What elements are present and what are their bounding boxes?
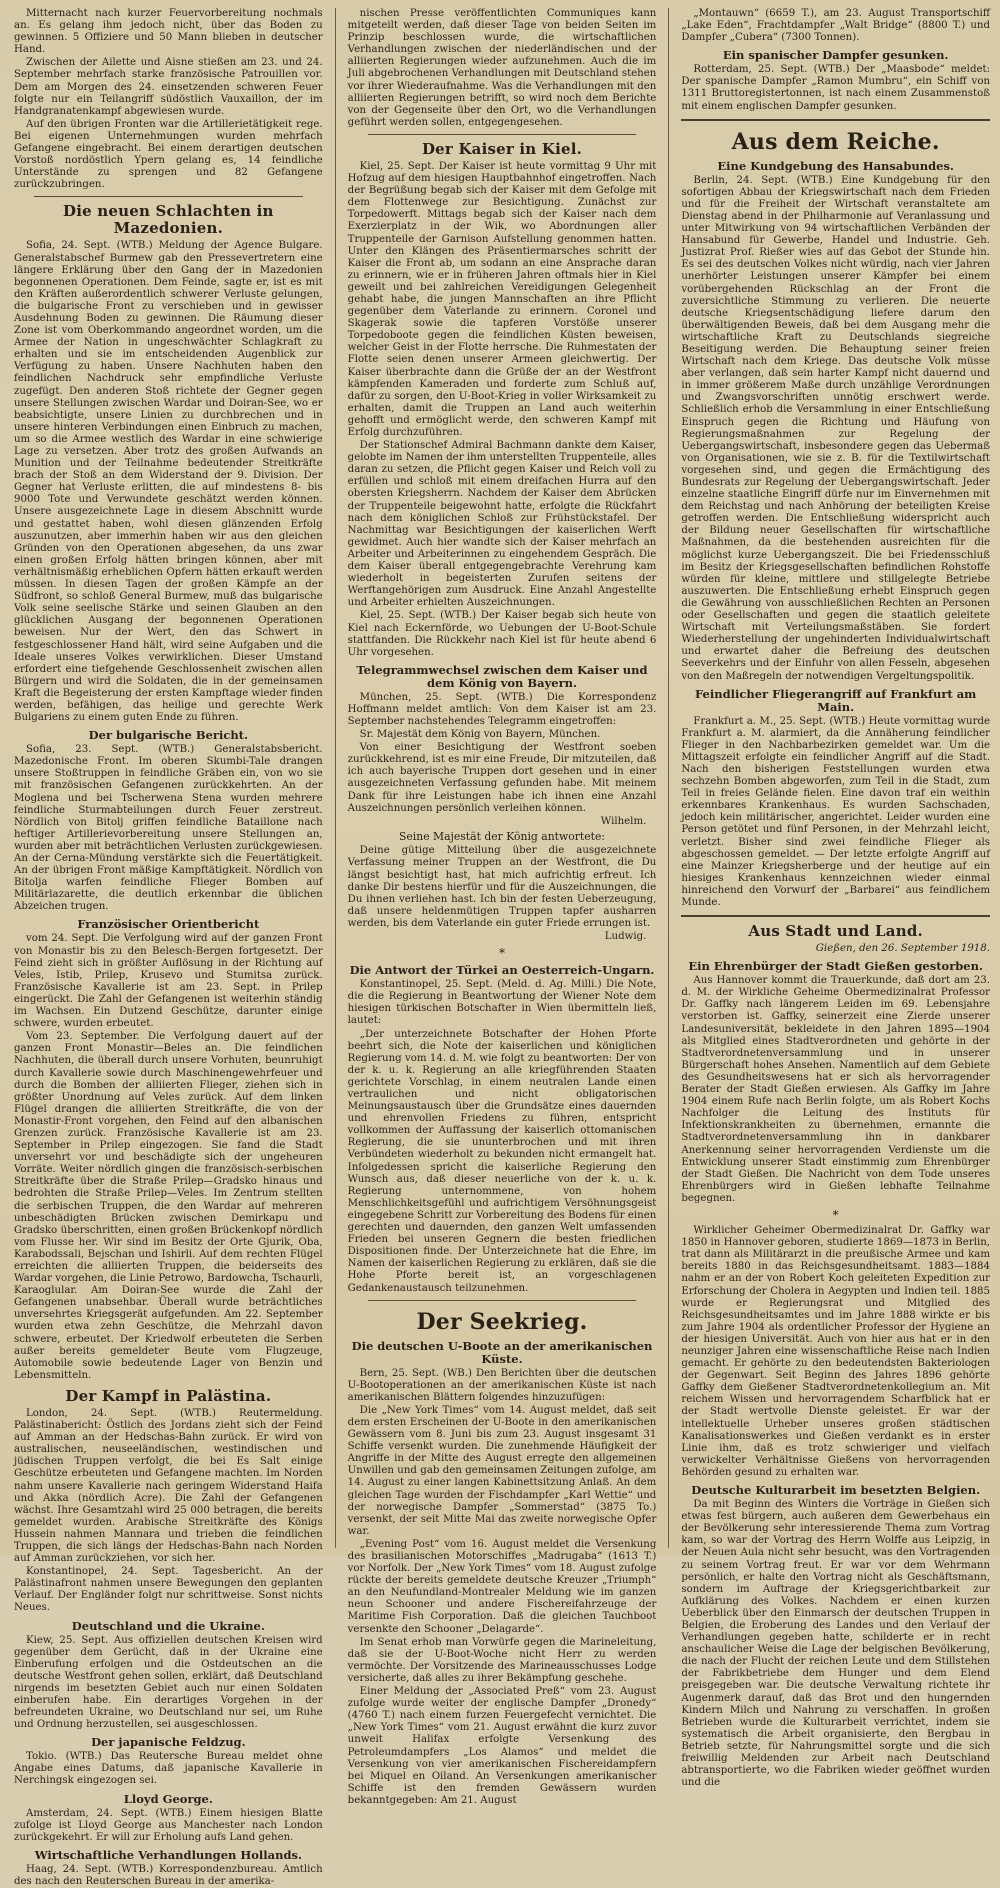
paragraph: Vom 23. September. Die Verfolgung dauert auf der ganzen Front Monastir—Beles an. Die feindlichen Nachhuten, die überall durch unsere Vorhuten, beunruhigt durch Kavallerie sowie durch Maschinengewehrfeuer und durch die Bomben der alliierten Flieger, ziehen sich in größter Unordnung auf Veles zurück. Auf dem linken Flügel drangen die alliierten Streitkräfte, die von der Monastir-Front vorgehen, den Feind auf den albanischen Grenzen zurück. Französische Kavallerie ist am 23. September in Prilep eingezogen. Sie fand die Stadt unversehrt vor und beschädigte sich der ungeheuren Vorräte. Weiter nördlich gingen die französisch-serbischen Streitkräfte über die Straße Prilep—Gradsko hinaus und bedrohten die Straße Prilep—Veles. Im Zentrum stellten die serbischen Truppen, die den Wardar auf mehreren unbeschädigten Brücken zwischen Demirkapu und Gradsko überschritten, einen großen Brückenkopf nördlich vom Flusse her. Wir sind im Besitz der Orte Gjurik, Oba, Karabodssali, Bejschan und Ishirli. Auf dem rechten Flügel erreichten die alliierten Truppen, die beiderseits des Wardar vorgehen, die Linie Petrowo, Bardowcha, Tschaurli, Karaoglular. Am Doiran-See wurde die Zahl der Gefangenen unabsehbar. Überall wurde beträchtliches unversehrtes Kriegsgerät aufgefunden. Am 22. September wurden etwa zehn Geschütze, die Mehrzahl davon schwere, erbeutet. Der Kriedwolf erbeuteten die Serben außer bereits gemeldeter Beute vom Flugzeuge, Automobile sowie bedeutende Lager von Benzin und Lebensmitteln. [14,1031,323,1381]
paragraph: Sofia, 24. Sept. (WTB.) Meldung der Agence Bulgare. Generalstabschef Burmew gab den Pressevertretern eine längere Erklärung über den Gang der in Mazedonien begonnenen Operationen. Dem Feinde, sagte er, ist es mit den Kräften außerordentlich schwerer Verluste gelungen, die bulgarische Front zu verschieben und in gewisser Ausdehnung Boden zu gewinnen. Die Räumung dieser Zone ist vom Oberkommando angeordnet worden, um die Armee der Nation in ungeschwächter Schlagkraft zu erhalten und sie im entscheidenden Augenblick zur Verfügung zu haben. Unsere Nachhuten haben den feindlichen Nachdruck sehr empfindliche Verluste zugefügt. Den anderen Stoß richtete der Gegner gegen unsere Stellungen zwischen Wardar und Doiran-See, wo er beabsichtigte, unsere Linien zu durchbrechen und in unsere hinteren Verbindungen einen Einbruch zu machen, um so die Armee westlich des Wardar in eine schwierige Lage zu versetzen. Aber trotz des großen Aufwands an Munition und der Teilnahme bedeutender Streitkräfte brach der Stoß an dem Widerstand der 9. Division. Der Gegner hat Verluste erlitten, die auf mindestens 8- bis 9000 Tote und Verwundete geschätzt werden können. Unsere ausgezeichnete Lage in diesem Abschnitt wurde und gestattet haben, wohl diesen glänzenden Erfolg auszunutzen, aber immerhin haben wir aus den gleichen Gründen von den Operationen abgesehen, da uns zwar einen großen Erfolg hätten bringen können, aber mit verhältnismäßig erheblichen Opfern hätten erkauft werden müssen. In diesen Tagen der großen Kämpfe an der Südfront, so schloß General Burmew, muß das bulgarische Volk seine seelische Stärke und seinen Glauben an den glücklichen Ausgang der begonnenen Operationen beweisen. Nur der Wert, den das Schwert in festgeschlossener Hand hält, wird seine Aufgaben und die Ideale unseres Volkes verwirklichen. Dieser Umstand erfordert eine tiefgehende Geschlossenheit zwischen allen Bürgern und wird die Soldaten, die in der gemeinsamen Kraft die Begeisterung der ersten Kampftage wieder finden werden, befähigen, das heilige und gerechte Werk Bulgariens zu einem guten Ende zu führen. [14,240,323,724]
paragraph: London, 24. Sept. (WTB.) Reutermeldung. Palästinabericht: Östlich des Jordans zieht sich der Feind auf Amman an der Hedschas-Bahn zurück. Er wird von australischen, neuseeländischen, westindischen und jüdischen Truppen verfolgt, die bei Es Salt einige Geschütze erbeuteten und Gefangene machten. Im Norden nahm unsere Kavallerie nach geringem Widerstand Haifa und Akka (nördlich Acre). Die Zahl der Gefangenen wächst. Ihre Gesamtzahl wird 25 000 betragen, die bereits gemeldet wurden. Arabische Streitkräfte des Königs Hussein nahmen Mannara und trieben die feindlichen Truppen, die sich längs der Hedschas-Bahn nach Norden auf Amman zurückziehen, vor sich her. [14,1407,323,1565]
paragraph: Deine gütige Mitteilung über die ausgezeichnete Verfassung meiner Truppen an der Westfront, die Du längst besichtigt hast, hat mich aufrichtig erfreut. Ich danke Dir bestens hierfür und für die Auszeichnungen, die Du ihnen verliehen hast. Ich bin der festen Ueberzeugung, daß unsere heldenmütigen Truppen tapfer ausharren werden, bis dem Vaterlande ein guter Friede errungen ist. [347,845,657,929]
divider [368,134,637,135]
paragraph: nischen Presse veröffentlichten Communiques kann mitgeteilt werden, daß dieser Tage von beiden Seiten im Prinzip beschlossen wurde, die wirtschaftlichen Verhandlungen zwischen der niederländischen und der alliierten Regierungen wieder aufzunehmen. Auch die im Juli abgebrochenen Verhandlungen mit Deutschland stehen vor ihrer Wiederaufnahme. Was die Verhandlungen mit den alliierten Regierungen betrifft, so wird noch dem Berichte von der Gegenseite über den Ort, wo die Verhandlungen geführt werden sollen, entgegengesehen. [347,8,657,128]
paragraph: Im Senat erhob man Vorwürfe gegen die Marineleitung, daß sie der U-Boot-Woche nicht Herr zu werden vermöchte. Der Vorsitzende des Marineausschusses Lodge versicherte, daß alles zu ihrer Bekämpfung geschehe. [347,1636,657,1684]
paragraph: Da mit Beginn des Winters die Vorträge in Gießen sich etwas fest bürgern, auch außeren dem Gewerbehaus ein der Bevölkerung sehr interessierende Thema zum Vortrag kam, so war der Vortrag des Herrn Wolffe aus Leipzig, in der Neuen Aula nicht sehr besucht, was den Vortragenden zu seinem Vortrag freut. Er war vor dem Wehrmann persönlich, er halte den Vortrag nicht als Geschäftsmann, sondern im Auftrage der Kriegsgerichtbarkeit zur Aufklärung des Volkes. Nachdem er einen kurzen Ueberblick über den Einmarsch der deutschen Truppen in Belgien, die Eroberung des Landes und den Verlauf der Verhandlungen gegeben hatte, schilderte er in recht anschaulicher Weise die Lage der belgischen Bevölkerung, die nach der Flucht der reichen Leute und dem Stillstehen der Fabrikbetriebe dem Hunger und dem Elend preisgegeben war. Die deutsche Verwaltung richtete ihr Augenmerk darauf, daß das Brot und den hungernden Kindern Milch und Nahrung zu verschaffen. In großen Betrieben wurde die Kulturarbeit verrichtet, indem sie systematisch die Arbeit organisierte, den Bergbau in Betrieb setzte, für Nahrungsmittel sorgte und die sich freiwillig Meldenden zur Arbeit nach Deutschland abtransportierte, wo die Fabriken wieder geöffnet wurden und die [681,1499,991,1789]
headline-uboote: Die deutschen U-Boote an der amerikanischen Küste. [351,1338,653,1366]
paragraph: Wirklicher Geheimer Obermedizinalrat Dr. Gaffky war 1850 in Hannover geboren, studierte 1869—1873 in Berlin, trat dann als Militärarzt in die preußische Armee und kam bereits 1880 in das Reichsgesundheitsamt. 1883—1884 nahm er an der von Robert Koch geleiteten Expedition zur Erforschung der Cholera in Aegypten und Indien teil. 1885 wurde er Regierungsrat und Mitglied des Reichsgesundheitsamtes und im Jahre 1888 wirkte er bis zum Jahre 1904 als ordentlicher Professor der Hygiene an der hiesigen Universität. Auch von hier aus hat er in den neunziger Jahren eine wissenschaftliche Reise nach Indien gemacht. Er gehörte zu den bedeutendsten Bakteriologen der Gegenwart. Seit Beginn des Jahres 1896 gehörte Gaffky dem Gießener Stadtverordnetenkollegium an. Mit reichem Wissen und hervorragendem Scharfblick hat er der Stadt wertvolle Dienste geleistet. Er war der intellektuelle Urheber unseres großen städtischen Kanalisationswerkes und Gießen verdankt es in erster Linie ihm, daß es trotz schwieriger und vielfach verwickelter Verhältnisse Gießens von hervorragenden Behörden gesund zu erhalten war. [681,1225,991,1478]
paragraph: Einer Meldung der „Associated Preß“ vom 23. August zufolge wurde weiter der englische Dampfer „Dronedy“ (4760 T.) nach einem furzen Feuergefecht vernichtet. Die „New York Times“ vom 21. August erwähnt die kurz zuvor unweit Halifax erfolgte Versenkung des Petroleumdampfers „Los Alamos“ und meldet die Versenkung von vier amerikanischen Fischereidampfern bei Miquel en Oiland. An Versenkungen amerikanischer Schiffe ist den fremden Gewässern wurden bekanntgegeben: Am 21. August [347,1686,657,1806]
star-separator-icon: * [499,946,505,961]
divider [34,196,303,197]
headline-telegramm: Telegrammwechsel zwischen dem Kaiser und dem König von Bayern. [356,662,648,690]
divider [681,119,990,121]
divider [681,915,990,917]
paragraph: Haag, 24. Sept. (WTB.) Korrespondenzbureau. Amtlich des nach den Reuterschen Bureau in der amerika- [14,1863,323,1887]
headline-frankfurt: Feindlicher Fliegerangriff auf Frankfurt am Main. [695,686,977,714]
paragraph: „Evening Post“ vom 16. August meldet die Versenkung des brasilianischen Motorschiffes „Madrugaba“ (1613 T.) vor Norfolk. Der „New York Times“ vom 18. August zufolge rückte der bereits gemeldete deutsche Kreuzer „Triumph“ an den Neufundland-Montrealer Meldung wie im ganzen neun Schooner und andere Fischereifahrzeuge der Maritime Fish Corporation. Daß die gleichen Tauchboot versenkte den Schooner „Delagarde“. [347,1538,657,1635]
headline-stadt: Aus Stadt und Land. [748,922,923,941]
paragraph: Kiel, 25. Sept. Der Kaiser ist heute vormittag 9 Uhr mit Hofzug auf dem hiesigen Hauptbahnhof eingetroffen. Nach der Begrüßung begab sich der Kaiser mit dem Gefolge mit dem Flottenwege zur Besichtigung. Zunächst zur Torpedowerft. Mittags begab sich der Kaiser nach dem Exerzierplatz in der Wik, wo Abordnungen aller Truppenteile der Garnison Aufstellung genommen hatten. Unter den Klängen des Präsentiermarsches schritt der Kaiser die Front ab, um sodann an eine Ansprache daran zu erinnern, wie er in früheren Jahren oftmals hier in Kiel geweilt und bei zahlreichen Vereidigungen Gelegenheit gehabt habe, die jungen Mannschaften an ihre Pflicht gegenüber dem Vaterlande zu erinnern. Coronel und Skagerak sowie die tapferen Vorstöße unserer Torpedoboote gegen die feindlichen Küsten beweisen, welcher Geist in der Flotte herrsche. Die Ruhmestaten der Flotte seien denen unserer Armeen gleichwertig. Der Kaiser überbrachte dann die Grüße der an der Westfront kämpfenden Kameraden und forderte zum Schluß auf, dafür zu sorgen, den U-Boot-Krieg in voller Wirksamkeit zu erhalten, damit die Truppen an Land auch weiterhin gehofft und ermöglicht werde, den schweren Kampf mit Erfolg durchzuführen. [347,160,657,438]
paragraph: Rotterdam, 25. Sept. (WTB.) Der „Maasbode“ meldet: Der spanische Dampfer „Ramon Mumbru“, ein Schiff von 1311 Bruttoregistertonnen, ist nach einem Zusammenstoß mit einem englischen Dampfer gesunken. [681,64,991,112]
headline-kiel: Der Kaiser in Kiel. [421,139,583,158]
column-1 [14,8,323,1887]
headline-spanisch: Ein spanischer Dampfer gesunken. [722,48,949,63]
headline-ehrenbuerger: Ein Ehrenbürger der Stadt Gießen gestorben. [688,959,983,974]
paragraph: Auf den übrigen Fronten war die Artillerietätigkeit rege. Bei eigenen Unternehmungen wurden mehrfach Gefangene eingebracht. Bei einem derartigen deutschen Vorstoß nordöstlich Ypern gelang es, 14 feindliche Unterstände zu sprengen und 82 Gefangene zurückzubringen. [14,118,323,191]
paragraph: Der Stationschef Admiral Bachmann dankte dem Kaiser, gelobte im Namen der ihm unterstellten Truppenteile, alles daran zu setzen, die Pflicht gegen Kaiser und Reich voll zu erfüllen und schloß mit einem dreifachen Hurra auf den obersten Kriegsherrn. Nachdem der Kaiser dem Abrücken der Truppenteile beigewohnt hatte, erfolgte die Rückfahrt nach dem königlichen Schloß zur Frühstückstafel. Der Nachmittag war Besichtigungen der kaiserlichen Werft gewidmet. Auch hier wandte sich der Kaiser mehrfach an Arbeiter und Arbeiterinnen zu eingehendem Gespräch. Die dem Kaiser überall entgegengebrachte Verehrung kam wiederholt in begeisterten Zurufen seitens der Werftangehörigen zum Ausdruck. Eine Anzahl Angestellte und Arbeiter erhielten Auszeichnungen. [347,440,657,609]
signature: Ludwig. [604,930,647,942]
paragraph: Sofia, 23. Sept. (WTB.) Generalstabsbericht. Mazedonische Front. Im oberen Skumbi-Tale drangen unsere Stoßtruppen in feindliche Gräben ein, von wo sie mit französischen Gefangenen zurückkehrten. An der Moglena und bei Tscherwena Stena wurden mehrere feindliche Sturmabteilungen durch Feuer zerstreut. Nördlich von Bitolj griffen feindliche Bataillone nach heftiger Artillerievorbereitung unsere Stellungen an, wurden aber mit beträchtlichen Verlusten zurückgewiesen. An der Cerna-Mündung verstärkte sich die Feuertätigkeit. An der übrigen Front mäßige Kampftätigkeit. Nördlich von Bitolja warfen feindliche Flieger Bomben auf Militärlazarette, die deutlich erkennbar die üblichen Abzeichen trugen. [14,744,323,913]
signature: Wilhelm. [600,815,647,827]
divider [368,1300,637,1301]
column-3 [681,8,991,1789]
headline-palaestina: Der Kampf in Palästina. [65,1386,272,1405]
dateline: Gießen, den 26. September 1918. [815,943,991,955]
paragraph: Konstantinopel, 24. Sept. Tagesbericht. An der Palästinafront nahmen unsere Bewegungen den geplanten Verlauf. Der Engländer folgt nur schrittweise. Sonst nichts Neues. [14,1566,323,1614]
headline-belgien: Deutsche Kulturarbeit im besetzten Belgien. [691,1483,981,1498]
column-rule [335,8,336,1548]
headline-holland: Wirtschaftliche Verhandlungen Hollands. [34,1847,302,1862]
headline-reich: Aus dem Reiche. [731,128,940,155]
paragraph: vom 24. Sept. Die Verfolgung wird auf der ganzen Front von Monastir bis zu den Belesch-Bergen fortgesetzt. Der Feind zieht sich in größter Auflösung in der Richtung auf Veles, Istib, Prilep, Krusevo und Stumitsa zurück. Französische Kavallerie ist am 23. Sept. in Prilep eingerückt. Die Zahl der Gefangenen ist weiterhin ständig im Wachsen. Ein Dutzend Geschütze, darunter einige schwere, wurden erbeutet. [14,933,323,1030]
paragraph: Kiel, 25. Sept. (WTB.) Der Kaiser begab sich heute von Kiel nach Eckernförde, wo Uebungen der U-Boot-Schule stattfanden. Die Rückkehr nach Kiel ist für heute abend 6 Uhr vorgesehen. [347,610,657,658]
star-separator-icon: * [832,1207,839,1222]
column-rule [668,8,669,1548]
headline-seekrieg: Der Seekrieg. [416,1308,588,1335]
headline-japan: Der japanische Feldzug. [91,1735,246,1750]
headline-tuerkei: Die Antwort der Türkei an Oesterreich-Ungarn. [349,963,655,978]
headline-orient: Französischer Orientbericht [77,917,260,932]
paragraph: Amsterdam, 24. Sept. (WTB.) Einem hiesigen Blatte zufolge ist Lloyd George aus Manchester nach London zurückgekehrt. Er will zur Erholung aufs Land gehen. [14,1807,323,1843]
paragraph: Konstantinopel, 25. Sept. (Meld. d. Ag. Milli.) Die Note, die die Regierung in Beantwortung der Wiener Note dem hiesigen türkischen Botschafter in Wien übermitteln ließ, lautet: [347,979,657,1027]
headline-ukraine: Deutschland und die Ukraine. [71,1618,265,1633]
paragraph: „Der unterzeichnete Botschafter der Hohen Pforte beehrt sich, die Note der kaiserlichen und königlichen Regierung vom 14. d. M. wie folgt zu beantworten: Der von der k. u. k. Regierung an alle kriegführenden Staaten gerichtete Vorschlag, in einem neutralen Lande einen vertraulichen und nicht obligatorischen Meinungsaustausch über die Grundsätze eines dauernden und ehrenvollen Friedens zu führen, entspricht vollkommen der Auffassung der kaiserlich ottomanischen Regierung, die sie ununterbrochen und mit ihren Verbündeten wiederholt zu bekunden nicht ermangelt hat. Infolgedessen spricht die kaiserliche Regierung den Wunsch aus, daß dieser neuerliche von der k. u. k. Regierung unternommene, von hohem Menschlichkeitsgefühl und aufrichtigem Versöhnungsgeist eingegebene Schritt zur Vorbereitung des Bodens für einen gerechten und dauernden, den ganzen Welt umfassenden Frieden bei unseren Gegnern die besten friedlichen Dispositionen finde. Der Unterzeichnete hat die Ehre, im Namen der kaiserlichen Regierung zu erklären, daß sie die Hohe Pforte bereit ist, an vorgeschlagenen Gedankenaustausch teilzunehmen. [347,1028,657,1294]
paragraph: Tokio. (WTB.) Das Reutersche Bureau meldet ohne Angabe eines Datums, daß japanische Kavallerie in Nerchingsk eingezogen sei. [14,1751,323,1787]
paragraph: Von einer Besichtigung der Westfront soeben zurückkehrend, ist es mir eine Freude, Dir mitzuteilen, daß ich auch bayerische Truppen dort gesehen und in einer ausgezeichneten Verfassung gefunden habe. Mit meinem Dank für ihre Leistungen habe ich ihnen eine Anzahl Auszeichnungen persönlich verleihen können. [347,742,657,814]
paragraph: Zwischen der Ailette und Aisne stießen am 23. und 24. September mehrfach starke französische Patrouillen vor. Dem am Morgen des 24. einsetzenden schweren Feuer folgte nur ein Teilangriff südöstlich Vauxaillon, der im Handgranatenkampf abgewiesen wurde. [14,57,323,117]
headline-hansabund: Eine Kundgebung des Hansabundes. [717,158,954,173]
column-2 [347,8,657,1806]
paragraph: Kiew, 25. Sept. Aus offiziellen deutschen Kreisen wird gegenüber dem Gerücht, daß in der Ukraine eine Einberufung erfolgen und die Ostdeutschen an die deutsche Westfront gehen sollen, erklärt, daß Deutschland nirgends im besetzten Gebiet auch nur einen Soldaten einberufen habe. Ein derartiges Vorgehen in der befreundeten Ukraine, wo Deutschland nur sei, um Ruhe und Ordnung herzustellen, sei ausgeschlossen. [14,1634,323,1731]
paragraph: „Montauwn“ (6659 T.), am 23. August Transportschiff „Lake Eden“, Frachtdampfer „Walt Bridge“ (8800 T.) und Dampfer „Cubera“ (7300 Tonnen). [681,8,991,44]
headline-bericht: Der bulgarische Bericht. [88,728,248,743]
paragraph: Mitternacht nach kurzer Feuervorbereitung nochmals an. Es gelang ihm jedoch nicht, über das Boden zu gewinnen. 5 Offiziere und 50 Mann blieben in deutscher Hand. [14,8,323,56]
reply-intro: Seine Majestät der König antwortete: [399,829,605,843]
paragraph: Bern, 25. Sept. (WB.) Den Berichten über die deutschen U-Bootoperationen an der amerikanischen Küste ist nach amerikanischen Blättern folgendes hinzuzufügen: [347,1367,657,1403]
headline-mazedonien: Die neuen Schlachten in Mazedonien. [63,202,274,238]
headline-lloyd: Lloyd George. [123,1791,213,1806]
paragraph: München, 25. Sept. (WTB.) Die Korrespondenz Hoffmann meldet amtlich: Von dem Kaiser ist am 23. September nachstehendes Telegramm eingetroffen: [347,691,657,727]
paragraph: Sr. Majestät dem König von Bayern, München. [359,729,601,741]
paragraph: Die „New York Times“ vom 14. August meldet, daß seit dem ersten Erscheinen der U-Boote in den amerikanischen Gewässern vom 8. Juni bis zum 23. August insgesamt 31 Schiffe versenkt wurden. Die zunehmende Häufigkeit der Angriffe in der Mitte des August erregte den allgemeinen Unwillen und gab den gemeinsamen Zeitungen zufolge, am 14. August zu einer langen Kabinettsitzung Anlaß. An dem gleichen Tage wurden der Fischdampfer „Karl Wettie“ und der norwegische Dampfer „Sommerstad“ (3875 To.) versenkt, der seit Mitte Mai das zweite norwegische Opfer war. [347,1404,657,1537]
paragraph: Frankfurt a. M., 25. Sept. (WTB.) Heute vormittag wurde Frankfurt a. M. alarmiert, da die Annäherung feindlicher Flieger in den Nachbarbezirken gemeldet war. Um die Mittagszeit erfolgte ein feindlicher Angriff auf die Stadt. Nach den bisherigen Feststellungen wurden etwa sechzehn Bomben abgeworfen, zum Teil in die Stadt, zum Teil in freies Gelände fielen. Eine davon traf ein weithin erkennbares Krankenhaus. Es wurden Sachschaden, jedoch kein militärischer, angerichtet. Leider wurden eine Person getötet und fünf Personen, in der Mehrzahl leicht, verletzt. Bisher sind zwei feindliche Flieger als abgeschossen gemeldet. — Der letzte erfolgte Angriff auf eine Mainzer Kriegsherberge und der heutige auf ein hiesiges Krankenhaus kennzeichnen wieder einmal hinreichend den Vorwurf der „Barbarei“ aus feindlichem Munde. [681,715,991,908]
paragraph: Aus Hannover kommt die Trauerkunde, daß dort am 23. d. M. der Wirkliche Geheime Obermedizinalrat Professor Dr. Gaffky nach längerem Leiden im 69. Lebensjahre verstorben ist. Gaffky, seinerzeit eine Zierde unserer Landesuniversität, bekleidete in den Jahren 1895—1904 als Mitglied eines Stadtverordneten und gehörte in der Stadtverordnetenversammlung und in unserer Bürgerschaft hohes Ansehen. Namentlich auf dem Gebiete des Gesundheitswesens hat er sich als hervorragender Berater der Stadt Gießen erwiesen. Als Gaffky im Jahre 1904 einem Rufe nach Berlin folgte, um als Robert Kochs Nachfolger die Leitung des Instituts für Infektionskrankheiten zu übernehmen, ernannte die Stadtverordnetenversammlung ihn in dankbarer Anerkennung seiner hervorragenden Verdienste um die Entwicklung unserer Stadt einstimmig zum Ehrenbürger der Stadt Gießen. Die Nachricht von dem Tode unseres Ehrenbürgers wird in Gießen lebhafte Teilnahme begegnen. [681,975,991,1204]
paragraph: Berlin, 24. Sept. (WTB.) Eine Kundgebung für den sofortigen Abbau der Kriegswirtschaft nach dem Frieden und für die Freiheit der Wirtschaft veranstaltete am Dienstag abend in der Philharmonie auf Veranlassung und unter Mitwirkung von 94 wirtschaftlichen Verbänden der Hansabund für Gewerbe, Handel und Industrie. Geh. Justizrat Prof. Rießer wies auf das Gebot der Stunde hin. Es sei des deutschen Volkes nicht würdig, nach vier Jahren unerhörter Leistungen unserer Kämpfer bei einem vorübergehenden Rückschlag an der Front die zuversichtliche Stimmung zu verlieren. Die neuerte deutsche Kriegsentschädigung liefere darum den überwältigenden Beweis, daß bei dem Ausgang mehr die wirtschaftliche Kraft zu Deutschlands siegreiche Beseitigung werden. Die Behauptung seiner freien Wirtschaft nach dem Kriege. Das deutsche Volk müsse aber verlangen, daß sein harter Kampf nicht dauernd und in immer größerem Maße durch unzählige Verordnungen und Zwangsvorschriften unnötig erschwert werde. Schließlich erhob die Versammlung in einer Entschließung Einspruch gegen die Richtung und Häufung von Regierungsmaßnahmen zur Regelung der Uebergangswirtschaft, insbesondere gegen das Uebermaß von Organisationen, wie sie z. B. für die Textilwirtschaft vorgesehen sind, und gegen die Ermächtigung des Bundesrats zur Regelung der Uebergangswirtschaft. Jeder einzelne staatliche Eingriff dürfe nur im Einvernehmen mit dem Reichstag und nach Anhörung der beteiligten Kreise getroffen werden. Die Entschließung widerspricht auch der Bildung neuer Gesellschaften für wirtschaftliche Maßnahmen, da die bestehenden ausreichten für die möglichst kurze Uebergangszeit. Die bei Friedensschluß im Besitz der Kriegsgesellschaften befindlichen Rohstoffe würden für kleine, mittlere und stillgelegte Betriebe auszuwerten. Die Entschließung erhebt Einspruch gegen die Gewährung von ausschließlichen Rechten an Personen oder Gesellschaften und gegen die staatlich geleitete Wirtschaft mit Verteilungsmaßstäben. Sie fordert Wiederherstellung der ungehinderten Individualwirtschaft und erwartet daher die Befreiung des deutschen Seeverkehrs und der Einfuhr von allen Fesseln, abgesehen von den Maßregeln der notwendigen Vergeltungspolitik. [681,174,991,682]
